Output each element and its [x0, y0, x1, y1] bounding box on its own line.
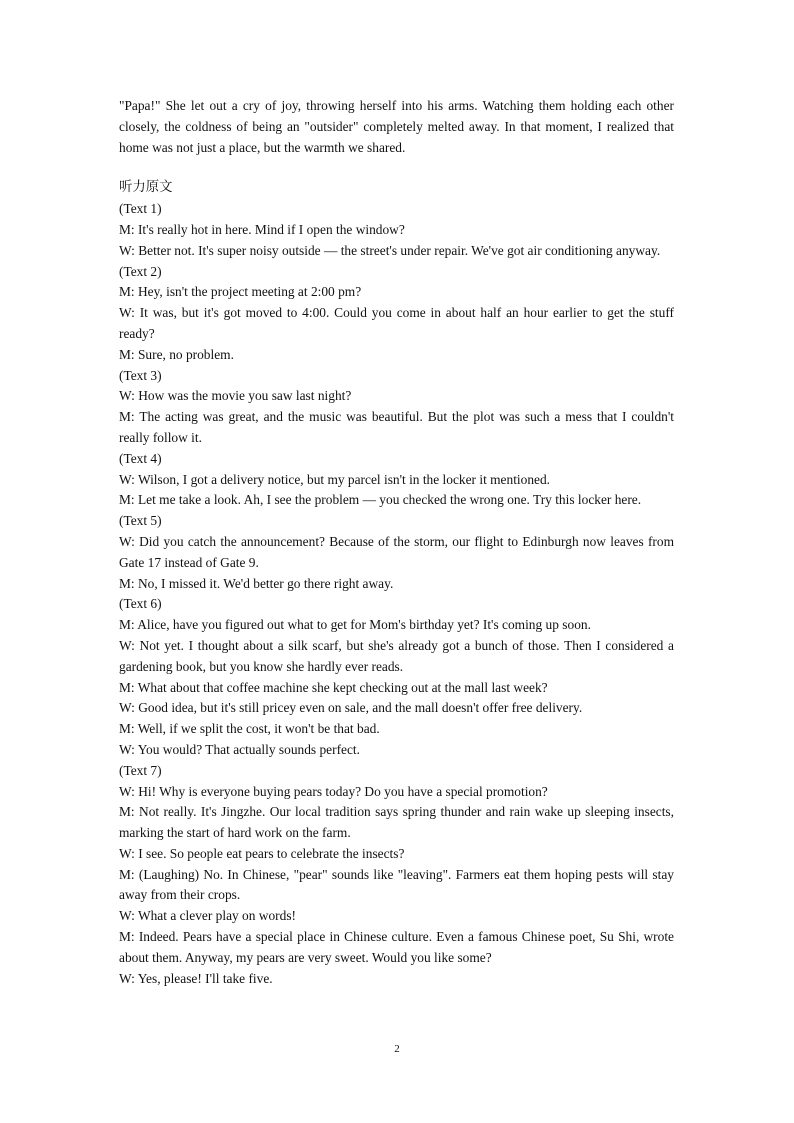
transcript-line: W: You would? That actually sounds perfect. — [119, 741, 360, 757]
transcript-line: M: No, I missed it. We'd better go there right away. — [119, 575, 394, 591]
transcript-heading: 听力原文 — [119, 180, 173, 196]
transcript-line: M: It's really hot in here. Mind if I open the window? — [119, 221, 405, 237]
transcript-line: (Text 2) — [119, 263, 162, 279]
transcript-line: W: Wilson, I got a delivery notice, but my parcel isn't in the locker it mentioned. — [119, 471, 551, 487]
transcript-line: M: What about that coffee machine she kept checking out at the mall last week? — [119, 679, 548, 695]
story-paragraph: "Papa!" She let out a cry of joy, throwing herself into his arms. Watching them holding each other closely, the coldness of being an "outsider" completely melted away. In that moment, I realized that home was not just a place, but the warmth we shared. — [119, 98, 674, 155]
transcript-line: M: Not really. It's Jingzhe. Our local tradition says spring thunder and rain wake up sleeping insects, marking the start of hard work on the farm. — [119, 804, 674, 841]
transcript-line: M: Hey, isn't the project meeting at 2:00 pm? — [119, 284, 362, 300]
transcript-line: M: Let me take a look. Ah, I see the problem — you checked the wrong one. Try this locker here. — [119, 492, 642, 508]
transcript-line: M: The acting was great, and the music was beautiful. But the plot was such a mess that I couldn't really follow it. — [119, 409, 674, 445]
transcript-body — [119, 199, 674, 989]
transcript-line: (Text 6) — [119, 596, 162, 612]
transcript-line: (Text 1) — [119, 201, 162, 217]
document-page — [119, 96, 674, 989]
transcript-line: W: I see. So people eat pears to celebrate the insects? — [119, 845, 405, 861]
transcript-line: W: It was, but it's got moved to 4:00. Could you come in about half an hour earlier to get the stuff ready? — [119, 305, 674, 341]
transcript-line: W: Yes, please! I'll take five. — [119, 970, 273, 986]
transcript-line: M: (Laughing) No. In Chinese, "pear" sounds like "leaving". Farmers eat them hoping pests will stay away from their crops. — [119, 866, 674, 903]
page-number: 2 — [394, 1043, 400, 1055]
transcript-line: M: Well, if we split the cost, it won't be that bad. — [119, 721, 380, 737]
transcript-line: M: Indeed. Pears have a special place in Chinese culture. Even a famous Chinese poet, Su Shi, wrote about them. Anyway, my pears are very sweet. Would you like some? — [119, 929, 674, 965]
transcript-line: W: Did you catch the announcement? Because of the storm, our flight to Edinburgh now leaves from Gate 17 instead of Gate 9. — [119, 533, 674, 570]
transcript-line: W: Good idea, but it's still pricey even on sale, and the mall doesn't offer free delivery. — [119, 700, 583, 716]
transcript-line: (Text 7) — [119, 762, 162, 778]
transcript-line: M: Sure, no problem. — [119, 346, 234, 362]
transcript-line: W: How was the movie you saw last night? — [119, 388, 352, 404]
transcript-line: W: What a clever play on words! — [119, 908, 296, 924]
transcript-line: W: Not yet. I thought about a silk scarf, but she's already got a bunch of those. Then I considered a gardening book, but you know she hardly ever reads. — [119, 637, 674, 674]
transcript-line: (Text 5) — [119, 513, 162, 529]
transcript-line: (Text 4) — [119, 450, 162, 466]
transcript-line: W: Hi! Why is everyone buying pears today? Do you have a special promotion? — [119, 783, 548, 799]
transcript-line: W: Better not. It's super noisy outside — the street's under repair. We've got air conditioning anyway. — [119, 242, 661, 258]
transcript-line: M: Alice, have you figured out what to get for Mom's birthday yet? It's coming up soon. — [119, 617, 591, 633]
transcript-line: (Text 3) — [119, 367, 162, 383]
